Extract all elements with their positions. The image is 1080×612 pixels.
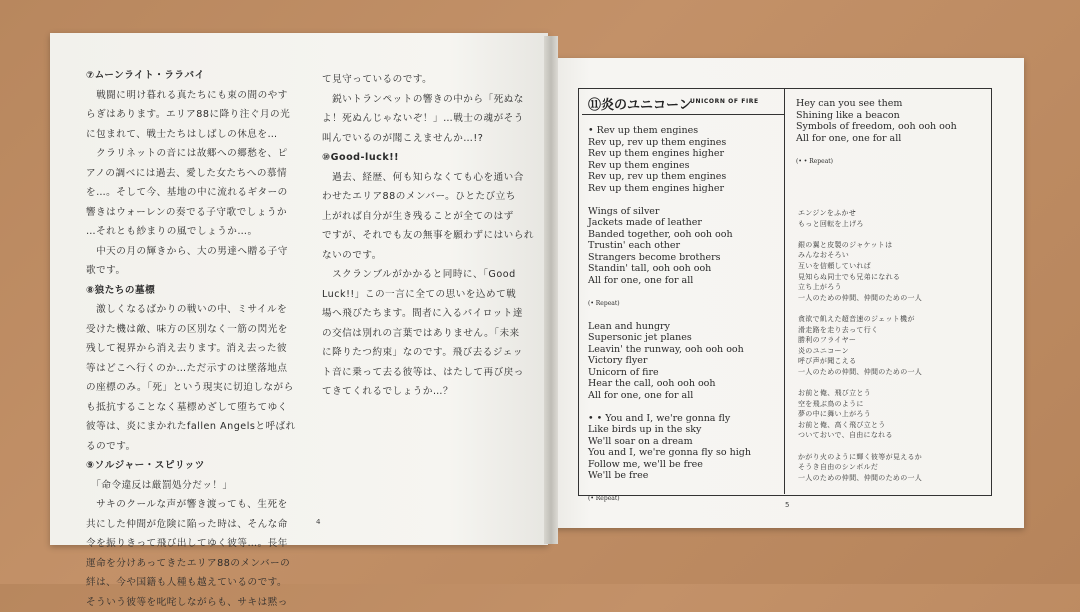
notes-line: …それとも紗まりの風でしょうか…。	[86, 222, 296, 242]
notes-line: 歌です。	[86, 261, 296, 281]
lyric-line	[588, 194, 751, 206]
notes-line: てきてくれるでしょうか…？	[322, 382, 534, 402]
japanese-lyric-line: もっと回転を上げろ	[798, 219, 922, 230]
lyric-line: Rev up them engines higher	[588, 148, 751, 160]
lyric-line: Rev up them engines	[588, 160, 751, 172]
notes-line: 運命を分けあってきたエリア88のメンバーの	[86, 554, 296, 574]
lyric-line: We'll be free	[588, 470, 751, 482]
japanese-lyric-line: かがり火のように輝く彼等が見えるか	[798, 452, 922, 463]
lyric-line: Jackets made of leather	[588, 217, 751, 229]
notes-line: そういう彼等を叱咤しながらも、サキは黙っ	[86, 593, 296, 612]
notes-line: 場へ飛びたちます。間者に入るパイロット達	[322, 304, 534, 324]
notes-line: に包まれて、戦士たちはしばしの休息を…	[86, 125, 296, 145]
lyric-line: Rev up, rev up them engines	[588, 137, 751, 149]
notes-line: ないのです。	[322, 246, 534, 266]
lyric-line	[588, 482, 751, 494]
lyric-line: Lean and hungry	[588, 321, 751, 333]
lyric-line: Follow me, we'll be free	[588, 459, 751, 471]
notes-line: 等はどこへ行くのか…ただ示すのは墜落地点	[86, 359, 296, 379]
lyric-line: Like birds up in the sky	[588, 424, 751, 436]
lyric-line: (• Repeat)	[588, 493, 751, 505]
japanese-lyric-line: お前と俺、高く飛び立とう	[798, 420, 922, 431]
lyric-line	[796, 144, 957, 156]
notes-line: ト音に乗って去る彼等は、はたして再び戻っ	[322, 363, 534, 383]
japanese-lyric-line: 互いを信頼していれば	[798, 261, 922, 272]
notes-line: 絆は、今や国籍も人種も越えているのです。	[86, 573, 296, 593]
lyric-line: (• Repeat)	[588, 298, 751, 310]
japanese-lyric-line: ついておいで、自由になれる	[798, 430, 922, 441]
notes-line: の交信は別れの言葉ではありません。「未来	[322, 324, 534, 344]
notes-line: クラリネットの音には故郷への郷愁を、ピ	[86, 144, 296, 164]
japanese-lyric-line: 滑走路を走り去って行く	[798, 325, 922, 336]
japanese-lyric-line: 呼び声が聞こえる	[798, 356, 922, 367]
lyric-line: Symbols of freedom, ooh ooh ooh	[796, 121, 957, 133]
notes-line: 令を振りきって飛び出してゆく彼等…。長年	[86, 534, 296, 554]
notes-line: ですが、それでも友の無事を願わずにはいられ	[322, 226, 534, 246]
lyric-line	[588, 309, 751, 321]
japanese-lyric-line: 炎のユニコーン	[798, 346, 922, 357]
japanese-lyric-line: 空を飛ぶ鳥のように	[798, 399, 922, 410]
japanese-lyric-line	[798, 441, 922, 452]
notes-line: 響きはウォーレンの奏でる子守歌でしょうか	[86, 203, 296, 223]
lyric-line: Shining like a beacon	[796, 110, 957, 122]
japanese-lyric-line: 貪欲で飢えた超音速のジェット機が	[798, 314, 922, 325]
japanese-lyric-line	[798, 303, 922, 314]
lyric-line: Rev up them engines higher	[588, 183, 751, 195]
page-number-right: 5	[785, 501, 789, 509]
lyric-line: Standin' tall, ooh ooh ooh	[588, 263, 751, 275]
notes-line: 過去、経歴、何も知らなくても心を通い合	[322, 168, 534, 188]
japanese-lyric-line: 立ち上がろう	[798, 282, 922, 293]
notes-line: 叫んでいるのが聞こえませんか…!?	[322, 129, 534, 149]
lyric-line: Supersonic jet planes	[588, 332, 751, 344]
lyric-line: • Rev up them engines	[588, 125, 751, 137]
japanese-lyric-line: お前と俺、飛び立とう	[798, 388, 922, 399]
notes-line: の座標のみ。「死」という現実に切迫しながら	[86, 378, 296, 398]
english-lyrics-main	[588, 125, 751, 505]
lyric-line: Victory flyer	[588, 355, 751, 367]
japanese-lyric-line: 夢の中に舞い上がろう	[798, 409, 922, 420]
song-title-row	[582, 92, 784, 115]
notes-line: らぎはあります。エリア88に降り注ぐ月の光	[86, 105, 296, 125]
notes-line: 戦闘に明け暮れる真たちにも束の間のやす	[86, 86, 296, 106]
notes-line: ⑩Good-luck!!	[322, 148, 534, 168]
lyric-line: (• • Repeat)	[796, 156, 957, 168]
lyric-line: Rev up, rev up them engines	[588, 171, 751, 183]
notes-line: 彼等は、炎にまかれたfallen Angelsと呼ばれ	[86, 417, 296, 437]
liner-notes-column-1	[86, 66, 296, 612]
lyric-line: All for one, one for all	[796, 133, 957, 145]
notes-line: Luck!!」この一言に全ての思いを込めて戦	[322, 285, 534, 305]
notes-line: よ！死ぬんじゃないぞ！」…戦士の魂がそう	[322, 109, 534, 129]
notes-line: アノの調べには過去、愛した女たちへの慕情	[86, 164, 296, 184]
page-number-left: 4	[316, 518, 320, 526]
notes-line: 残して視界から消え去ります。消え去った彼	[86, 339, 296, 359]
lyric-line: Strangers become brothers	[588, 252, 751, 264]
notes-line: スクランブルがかかると同時に、「Good	[322, 265, 534, 285]
song-subtitle: UNICORN OF FIRE	[690, 98, 759, 105]
japanese-lyrics	[798, 208, 922, 483]
liner-notes-column-2	[322, 70, 534, 402]
japanese-lyric-line: 一人のための仲間、仲間のための一人	[798, 367, 922, 378]
lyric-line: Unicorn of fire	[588, 367, 751, 379]
japanese-lyric-line: 一人のための仲間、仲間のための一人	[798, 293, 922, 304]
japanese-lyric-line: 見知らぬ同士でも兄弟になれる	[798, 272, 922, 283]
song-title: ⑪炎のユニコーン	[588, 94, 692, 113]
notes-line: に降りたつ約束」なのです。飛び去るジェッ	[322, 343, 534, 363]
notes-line: 中天の月の輝きから、大の男達へ贈る子守	[86, 242, 296, 262]
japanese-lyric-line: みんなおそろい	[798, 250, 922, 261]
lyric-line	[588, 401, 751, 413]
notes-line: を…。そして今、基地の中に流れるギターの	[86, 183, 296, 203]
notes-line: ⑦ムーンライト・ララバイ	[86, 66, 296, 86]
japanese-lyric-line	[798, 378, 922, 389]
notes-line: ⑨ソルジャー・スピリッツ	[86, 456, 296, 476]
lyric-line: Hear the call, ooh ooh ooh	[588, 378, 751, 390]
japanese-lyric-line: 銀の翼と皮製のジャケットは	[798, 240, 922, 251]
japanese-lyric-line: そうき自由のシンボルだ	[798, 462, 922, 473]
notes-line: わせたエリア88のメンバー。ひとたび立ち	[322, 187, 534, 207]
lyric-line: Banded together, ooh ooh ooh	[588, 229, 751, 241]
book-gutter	[544, 36, 558, 544]
lyric-line: • • You and I, we're gonna fly	[588, 413, 751, 425]
lyric-line: All for one, one for all	[588, 390, 751, 402]
japanese-lyric-line: 一人のための仲間、仲間のための一人	[798, 473, 922, 484]
lyric-line	[588, 286, 751, 298]
lyric-line: Trustin' each other	[588, 240, 751, 252]
notes-line: 「命令違反は厳罰処分だッ！」	[86, 476, 296, 496]
lyric-line: All for one, one for all	[588, 275, 751, 287]
notes-line: 受けた機は敵、味方の区別なく一筋の閃光を	[86, 320, 296, 340]
lyric-line: You and I, we're gonna fly so high	[588, 447, 751, 459]
lyric-line: Leavin' the runway, ooh ooh ooh	[588, 344, 751, 356]
lyrics-column-divider	[784, 88, 785, 494]
japanese-lyric-line: 勝利のフライヤー	[798, 335, 922, 346]
lyric-line: Wings of silver	[588, 206, 751, 218]
notes-line: も抵抗することなく墓標めざして堕ちてゆく	[86, 398, 296, 418]
lyric-line: We'll soar on a dream	[588, 436, 751, 448]
japanese-lyric-line: エンジンをふかせ	[798, 208, 922, 219]
notes-line: ⑧狼たちの墓標	[86, 281, 296, 301]
notes-line: 共にした仲間が危険に陥った時は、そんな命	[86, 515, 296, 535]
notes-line: サキのクールな声が響き渡っても、生死を	[86, 495, 296, 515]
notes-line: 上がれば自分が生き残ることが全てのはず	[322, 207, 534, 227]
english-lyrics-continued	[796, 98, 957, 167]
japanese-lyric-line	[798, 229, 922, 240]
notes-line: 鋭いトランペットの響きの中から「死ぬな	[322, 90, 534, 110]
lyric-line: Hey can you see them	[796, 98, 957, 110]
notes-line: るのです。	[86, 437, 296, 457]
notes-line: て見守っているのです。	[322, 70, 534, 90]
notes-line: 激しくなるばかりの戦いの中、ミサイルを	[86, 300, 296, 320]
